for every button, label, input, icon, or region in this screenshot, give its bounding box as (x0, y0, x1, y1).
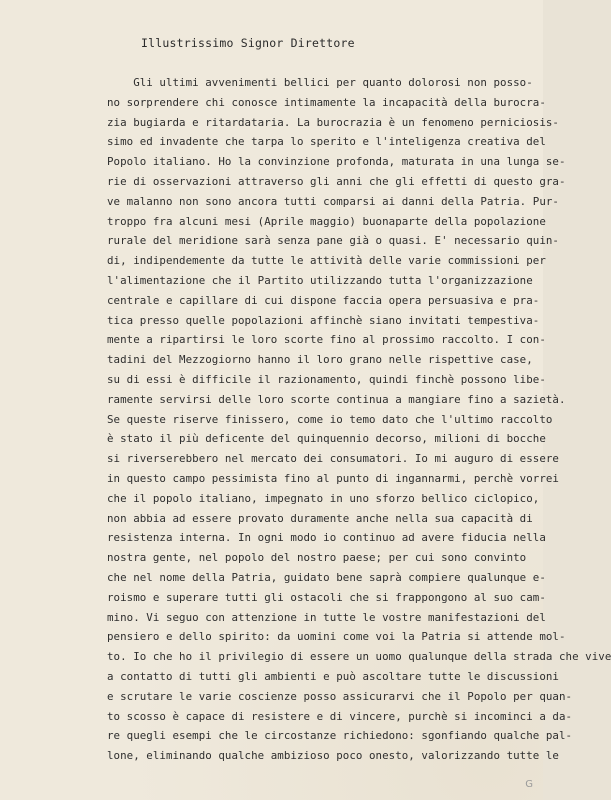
body-line: pensiero e dello spirito: da uomini come voi la Patria si attende mol- (107, 630, 566, 644)
body-line: che il popolo italiano, impegnato in uno sforzo bellico ciclopico, (107, 491, 540, 505)
body-line: rie di osservazioni attraverso gli anni che gli effetti di questo gra- (107, 174, 566, 188)
body-line: nostra gente, nel popolo del nostro paese; per cui sono convinto (107, 551, 527, 565)
body-line: rurale del meridione sarà senza pane già o quasi. E' necessario quin- (107, 234, 559, 248)
body-line: non abbia ad essere provato duramente anche nella sua capacità di (107, 511, 533, 525)
body-line: simo ed invadente che tarpa lo sperito e l'inteligenza creativa del (107, 135, 546, 149)
body-line: troppo fra alcuni mesi (Aprile maggio) buonaparte della popolazione (107, 214, 546, 228)
body-line: to scosso è capace di resistere e di vincere, purchè si incominci a da- (107, 709, 573, 723)
body-line: tica presso quelle popolazioni affinchè siano invitati tempestiva- (107, 313, 540, 327)
body-line: su di essi è difficile il razionamento, quindi finchè possono libe- (107, 372, 546, 386)
body-line: che nel nome della Patria, guidato bene saprà compiere qualunque e- (107, 570, 546, 584)
body-line: zia bugiarda e ritardataria. La burocrazia è un fenomeno perniciosis- (107, 115, 559, 129)
body-line: è stato il più deficente del quinquennio decorso, milioni di bocche (107, 432, 546, 446)
body-line: di, indipendemente da tutte le attività delle varie commissioni per (107, 254, 546, 268)
body-line: mente a ripartirsi le loro scorte fino al prossimo raccolto. I con- (107, 333, 546, 347)
body-line: no sorprendere chi conosce intimamente la incapacità della burocra- (107, 95, 546, 109)
body-line: lone, eliminando qualche ambizioso poco onesto, valorizzando tutte le (107, 749, 559, 763)
body-line: re quegli esempi che le circostanze richiedono: sgonfiando qualche pal- (107, 729, 573, 743)
body-line: Se queste riserve finissero, come io temo dato che l'ultimo raccolto (107, 412, 553, 426)
body-line: a contatto di tutti gli ambienti e può ascoltare tutte le discussioni (107, 669, 559, 683)
body-line: l'alimentazione che il Partito utilizzando tutta l'organizzazione (107, 273, 533, 287)
letter-body (107, 73, 611, 766)
body-line: e scrutare le varie coscienze posso assicurarvi che il Popolo per quan- (107, 689, 573, 703)
body-line: centrale e capillare di cui dispone faccia opera persuasiva e pra- (107, 293, 540, 307)
body-line: Gli ultimi avvenimenti bellici per quanto dolorosi non posso- (107, 76, 533, 89)
body-line: to. Io che ho il privilegio di essere un uomo qualunque della strada che vive (107, 650, 611, 664)
body-line: tadini del Mezzogiorno hanno il loro grano nelle rispettive case, (107, 353, 533, 367)
body-line: si riverserebbero nel mercato dei consumatori. Io mi auguro di essere (107, 452, 559, 466)
body-line: resistenza interna. In ogni modo io continuo ad avere fiducia nella (107, 531, 546, 545)
body-line: ramente servirsi delle loro scorte continua a mangiare fino a sazietà. (107, 392, 566, 406)
body-line: ve malanno non sono ancora tutti comparsi ai danni della Patria. Pur- (107, 194, 559, 208)
body-line: Popolo italiano. Ho la convinzione profonda, maturata in una lunga se- (107, 155, 566, 169)
body-line: in questo campo pessimista fino al punto di ingannarmi, perchè vorrei (107, 471, 559, 485)
body-line: mino. Vi seguo con attenzione in tutte le vostre manifestazioni del (107, 610, 546, 624)
page-mark: G (525, 779, 533, 790)
body-line: roismo e superare tutti gli ostacoli che si frappongono al suo cam- (107, 590, 546, 604)
salutation: Illustrissimo Signor Direttore (141, 36, 355, 50)
